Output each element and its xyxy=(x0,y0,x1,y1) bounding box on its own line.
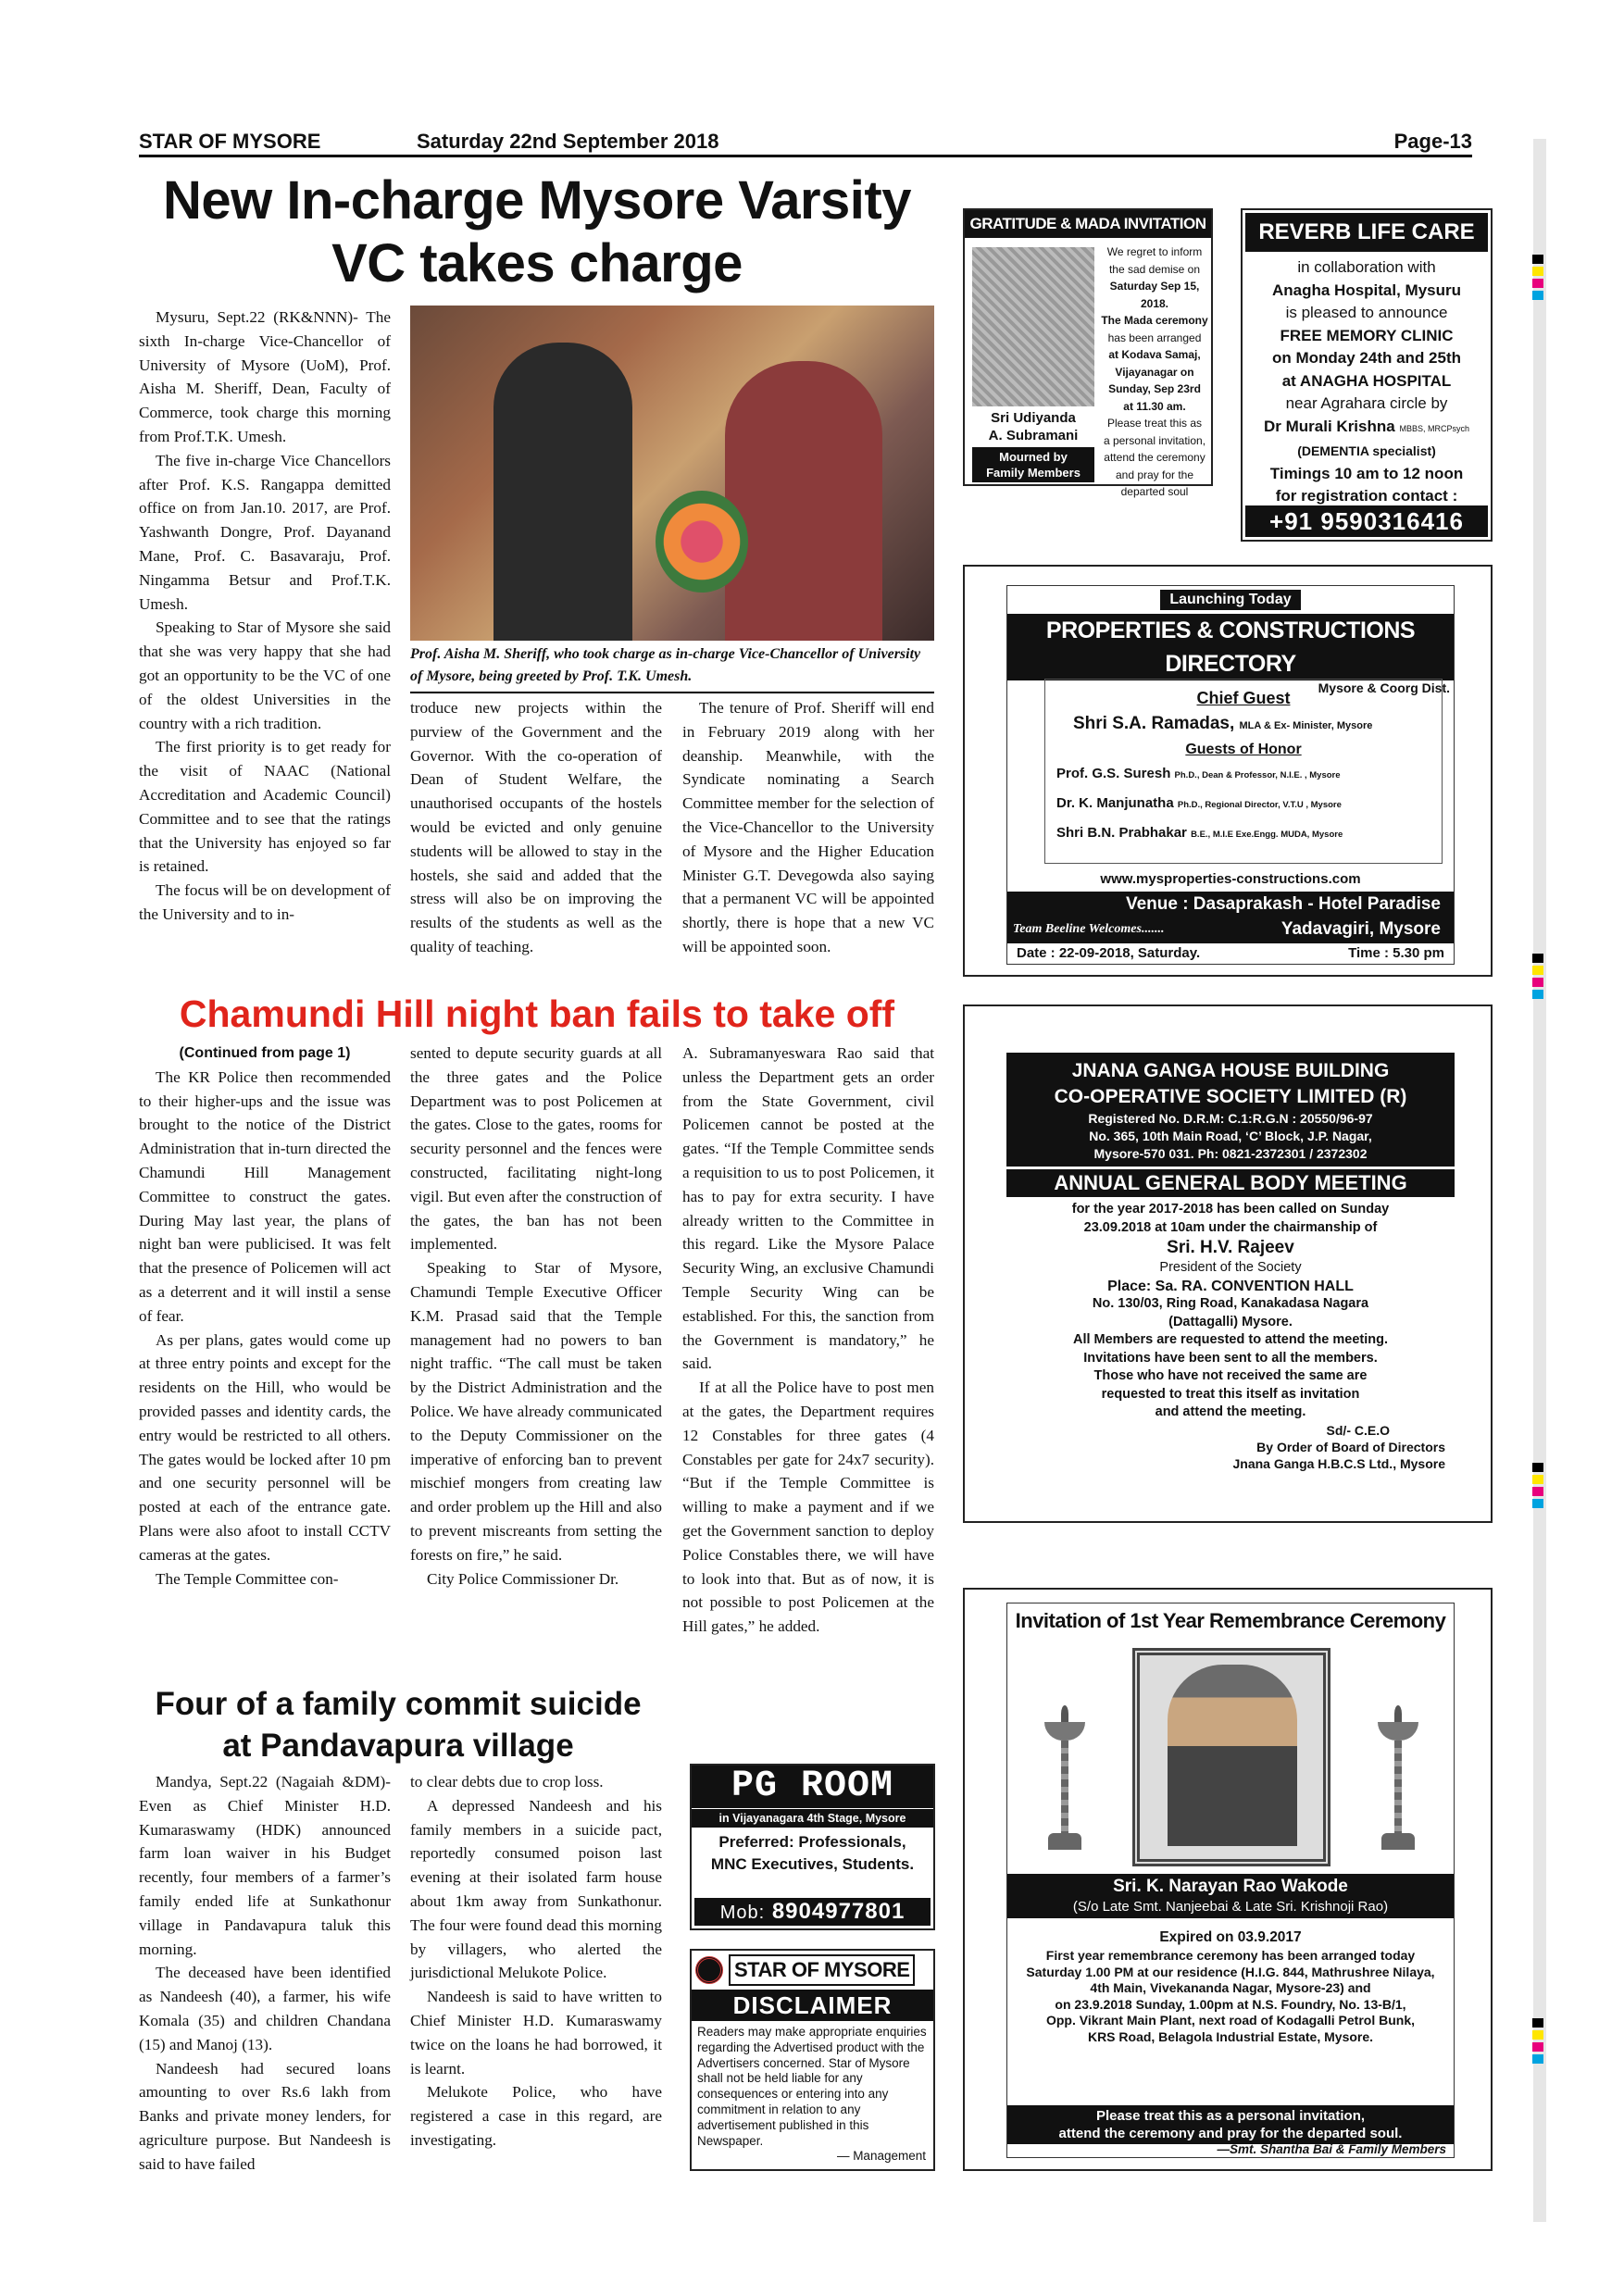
paragraph: Mysuru, Sept.22 (RK&NNN)- The sixth In-charge Vice-Chancellor of University of Mysore (UoM), Prof. Aisha M. Sheriff, Dean, Faculty of Commerce, took charge this morning from Prof.T.K. Umesh. xyxy=(139,308,391,445)
text-line: on 23.9.2018 Sunday, 1.00pm at N.S. Foundry, No. 13-B/1, xyxy=(1055,1996,1406,2012)
mobile-number: 8904977801 xyxy=(771,1899,906,1924)
registration-mark xyxy=(1532,1499,1543,1508)
directory-title: PROPERTIES & CONSTRUCTIONS DIRECTORY xyxy=(1007,614,1454,680)
mourned-by xyxy=(972,447,1094,482)
doctor-line xyxy=(1243,416,1491,441)
bouquet xyxy=(656,491,748,593)
guest-name: Dr. K. Manjunatha xyxy=(1056,795,1174,811)
guest-desc: Ph.D., Dean & Professor, N.I.E. , Mysore xyxy=(1174,770,1341,780)
jnana-inner xyxy=(1006,1053,1455,1472)
doctor-qualification: MBBS, MRCPsych xyxy=(1399,423,1469,433)
paragraph: Nandeesh is said to have written to Chief Minister H.D. Kumaraswamy twice on the loans he had borrowed, it is learnt. xyxy=(410,1988,662,2078)
text-line: Timings 10 am to 12 noon xyxy=(1269,464,1464,482)
date-row xyxy=(1007,945,1454,961)
pg-mobile xyxy=(694,1898,931,1926)
paper-name: STAR OF MYSORE xyxy=(139,130,321,153)
venue: Venue : Dasaprakash - Hotel Paradise xyxy=(1125,894,1441,914)
remembrance-body xyxy=(1007,1928,1454,2045)
story3-headline xyxy=(139,1683,657,1766)
text-line: FREE MEMORY CLINIC xyxy=(1280,326,1454,344)
guest-name: Prof. G.S. Suresh xyxy=(1056,766,1171,781)
story3-headline-line2: at Pandavapura village xyxy=(222,1728,574,1764)
story2-col1 xyxy=(139,1042,391,1591)
text-line: has been arranged xyxy=(1107,331,1202,344)
launch-label: Launching Today xyxy=(1160,590,1300,610)
text-line: (DEMENTIA specialist) xyxy=(1297,443,1436,458)
registration-mark xyxy=(1532,291,1543,300)
text-line: and attend the meeting. xyxy=(1155,1404,1306,1419)
registration-mark xyxy=(1532,279,1543,288)
sign-org: Jnana Ganga H.B.C.S Ltd., Mysore xyxy=(1232,1455,1445,1471)
agm-title: ANNUAL GENERAL BODY MEETING xyxy=(1006,1169,1455,1197)
disclaimer-box xyxy=(690,1949,935,2171)
ad-jnana-ganga xyxy=(963,1004,1493,1523)
pg-title: PG ROOM xyxy=(692,1766,933,1808)
story3-headline-line1: Four of a family commit suicide xyxy=(155,1686,642,1722)
page-header xyxy=(139,130,1472,157)
text-line: Those who have not received the same are xyxy=(1093,1368,1368,1383)
text-line: requested to treat this itself as invitation xyxy=(1101,1386,1360,1402)
registration-mark xyxy=(1532,1463,1543,1472)
registration-mark xyxy=(1532,2042,1543,2052)
guest-list xyxy=(1045,760,1442,849)
text-line: First year remembrance ceremony has been arranged today xyxy=(1045,1948,1416,1963)
sign-ceo: Sd/- C.E.O xyxy=(1326,1422,1390,1438)
paragraph: Melukote Police, who have registered a case in this regard, are investigating. xyxy=(410,2083,662,2149)
story3-col1 xyxy=(139,1770,391,2177)
remembrance-inner xyxy=(1006,1603,1455,2158)
story3-col2 xyxy=(410,1770,662,2152)
paragraph: The KR Police then recommended to their higher-ups and the issue was brought to the notice of the District Administration that in-turn directed the Chamundi Hill Management Committee to construct the gates. During May last year, the plans of night ban were publicised. It was felt that the presence of Policemen will act as a deterrent and it will instil a sense of fear. xyxy=(139,1067,391,1325)
ad-title: REVERB LIFE CARE xyxy=(1245,213,1488,252)
paragraph: sented to depute security guards at all the three gates and the Police Department was to post Policemen at the gates. Close to the gates, rooms for security personnel and the fences were constructed, facilitating night-long vigil. But even after the construction of the gates, the ban has not been implemented. xyxy=(410,1044,662,1254)
story2-col3 xyxy=(682,1042,934,1639)
text-line: Opp. Vikrant Main Plant, next road of Kodagalli Petrol Bunk, xyxy=(1045,2013,1415,2028)
guest-name: Shri B.N. Prabhakar xyxy=(1056,825,1187,841)
region: Mysore & Coorg Dist. xyxy=(1318,680,1450,695)
story1-caption: Prof. Aisha M. Sheriff, who took charge as in-charge Vice-Chancellor of University of Mysore, being greeted by Prof. T.K. Umesh. xyxy=(410,643,934,693)
text-line: No. 130/03, Ring Road, Kanakadasa Nagara xyxy=(1092,1296,1369,1311)
remembrance-title: Invitation of 1st Year Remembrance Ceremony xyxy=(1015,1609,1446,1632)
paragraph: troduce new projects within the purview of the Government and the Governor. With the co-operation of Dean of Student Welfare, the unauthorised occupants of the hostels would be evicted and only genuine students will be allowed to stay in the hostels, she said and added that the stress will also be on improving the results of the students as well as the quality of teaching. xyxy=(410,699,662,955)
text-line: We regret to inform xyxy=(1106,245,1203,258)
text-line: for registration contact : xyxy=(1275,487,1458,505)
title-line: CO-OPERATIVE SOCIETY LIMITED (R) xyxy=(1054,1086,1407,1107)
mourned-line: Mourned by xyxy=(999,450,1068,464)
name-line: A. Subramani xyxy=(988,428,1079,443)
text-line: departed soul xyxy=(1120,485,1189,498)
person-figure xyxy=(725,361,882,641)
event-date: Date : 22-09-2018, Saturday. xyxy=(1017,945,1201,961)
paragraph: The five in-charge Vice Chancellors after Prof. K.S. Rangappa demitted office on from Jan.10. 2017, are Prof. Yashwanth Dongre, Prof. Dayanand Mane, Prof. C. Basavaraju, Prof. Ningamma Betsur and Prof.T.K. Umesh. xyxy=(139,451,391,613)
guest-desc: Ph.D., Regional Director, V.T.U , Mysore xyxy=(1177,800,1342,810)
paragraph: The deceased have been identified as Nandeesh (40), a farmer, his wife Komala (35) and children Chandana (15) and Manoj (13). xyxy=(139,1964,391,2053)
registration-strip xyxy=(1533,139,1546,2222)
paragraph: Speaking to Star of Mysore she said that she was very happy that she had got an opportunity to be the VC of one of the oldest Universities in the country with a rich tradition. xyxy=(139,618,391,732)
ad-gratitude xyxy=(963,208,1213,498)
phone-number: +91 9590316416 xyxy=(1245,505,1488,537)
text-line: and pray for the xyxy=(1115,468,1194,481)
ad-remembrance xyxy=(963,1588,1493,2171)
text-line: KRS Road, Belagola Industrial Estate, Mysore. xyxy=(1087,2028,1374,2044)
deceased-name xyxy=(970,409,1096,444)
paragraph: As per plans, gates would come up at three entry points and except for the residents on the Hill, who would be provided passes and identity cards, the entry would be restricted to all others. The gates would be locked after 10 pm and one security personnel will be posted at each of the entrance gate. Plans were also afoot to install CCTV cameras at the gates. xyxy=(139,1330,391,1564)
registration-mark xyxy=(1532,990,1543,999)
title-line: JNANA GANGA HOUSE BUILDING xyxy=(1071,1060,1390,1081)
invite-line: attend the ceremony and pray for the departed soul. xyxy=(1058,2126,1403,2141)
text-line: near Agrahara circle by xyxy=(1285,394,1448,412)
registration-mark xyxy=(1532,978,1543,987)
paragraph: Nandeesh had secured loans amounting to over Rs.6 lakh from Banks and private money lenders, for agriculture purpose. But Nandeesh is said to have failed xyxy=(139,2059,391,2173)
story1-headline-line2: VC takes charge xyxy=(331,233,743,293)
text-line: in collaboration with xyxy=(1297,258,1436,276)
text-line: for the year 2017-2018 has been called on Sunday xyxy=(1071,1202,1390,1217)
paragraph: Mandya, Sept.22 (Nagaiah &DM)- Even as Chief Minister H.D. Kumaraswamy (HDK) announced farm loan waiver in his Budget recently, four members of a farmer’s family ended life at Sunkathonur village in Pandavapura taluk this morning. xyxy=(139,1773,391,1958)
paragraph: The first priority is to get ready for the visit of NAAC (National Accreditation and Academic Council) Committee and to see that the ratings that the University has enjoyed so far is retained. xyxy=(139,738,391,876)
text-line: attend the ceremony xyxy=(1104,451,1206,464)
chief-guest-name: Shri S.A. Ramadas, xyxy=(1073,714,1235,733)
disclaimer-brand xyxy=(692,1951,933,1990)
issue-date: Saturday 22nd September 2018 xyxy=(417,130,719,153)
portrait-photo xyxy=(972,247,1094,406)
text-line: The Mada ceremony xyxy=(1101,314,1208,327)
chief-guest-label: Chief Guest xyxy=(1196,689,1291,707)
story1-photo xyxy=(410,306,934,641)
portrait-frame xyxy=(1132,1648,1330,1866)
text-line: Sunday, Sep 23rd xyxy=(1108,382,1201,395)
text-line: at 11.30 am. xyxy=(1123,399,1186,413)
guest-row xyxy=(1056,819,1442,849)
portrait-photo xyxy=(1168,1665,1297,1846)
text-line: Invitations have been sent to all the members. xyxy=(1083,1350,1378,1366)
registration-mark xyxy=(1532,255,1543,264)
pref-line: Preferred: Professionals, xyxy=(718,1833,906,1851)
paragraph: If at all the Police have to post men at the gates, the Department requires 12 Constables for three gates (4 Constables per gate for 24x7 security). “But if the Temple Committee is willing to make a payment and if we get the Government sanction to deploy Police Constables there, we will have to look into that. But as of now, it is not possible to post Policemen at the Hill gates,” he added. xyxy=(682,1379,934,1636)
paragraph: The Temple Committee con- xyxy=(156,1569,339,1588)
address-line: No. 365, 10th Main Road, ‘C’ Block, J.P. Nagar, xyxy=(1089,1129,1372,1143)
paragraph: The focus will be on development of the University and to in- xyxy=(139,881,391,923)
text-line: All Members are requested to attend the meeting. xyxy=(1072,1332,1389,1347)
address-line: Mysore-570 031. Ph: 0821-2372301 / 2372302 xyxy=(1093,1146,1368,1161)
story1-col1 xyxy=(139,306,391,927)
story1-headline xyxy=(139,169,935,295)
pg-pref xyxy=(692,1831,933,1876)
deceased-name: Sri. K. Narayan Rao Wakode xyxy=(1113,1877,1348,1896)
guest-row xyxy=(1056,790,1442,819)
registration-mark xyxy=(1532,267,1543,276)
disclaimer-sign: — Management xyxy=(836,2149,926,2164)
gratitude-text xyxy=(1100,243,1209,501)
mobile-label: Mob: xyxy=(719,1903,766,1923)
guest-desc: B.E., M.I.E Exe.Engg. MUDA, Mysore xyxy=(1191,830,1343,840)
venue-row2 xyxy=(1007,917,1454,942)
ad-reverb xyxy=(1241,208,1493,542)
continued-label: (Continued from page 1) xyxy=(179,1045,351,1061)
mourned-line: Family Members xyxy=(986,466,1081,480)
venue-bar xyxy=(1007,892,1454,943)
paragraph: The tenure of Prof. Sheriff will end in February 2019 along with her deanship. Meanwhile, with the Syndicate nominating a Search Committee member for the selection of the Vice-Chancellor to the University of Mysore and the Higher Education Minister G.T. Devegowda also saying that a permanent VC will be appointed shortly, there is hope that a new VC will be appointed soon. xyxy=(682,699,934,955)
jnana-sign xyxy=(1006,1422,1455,1472)
text-line: the sad demise on xyxy=(1108,262,1201,276)
deceased-relation: (S/o Late Smt. Nanjeebai & Late Sri. Krishnoji Rao) xyxy=(1072,1899,1389,1915)
remembrance-sign: —Smt. Shantha Bai & Family Members xyxy=(1217,2142,1446,2156)
story1-col2 xyxy=(410,696,662,959)
paragraph: A. Subramanyeswara Rao said that unless the Department gets an order from the State Government, civil Policemen cannot be posted at the gates. “If the Temple Committee sends a requisition to us to post Policemen, it has to pay for extra security. I have already written to the Committee in this regard. Like the Mysore Palace Security Wing, an exclusive Chamundi Temple Security Wing can be established. For this, the sanction from the Government is mandatory,” he said. xyxy=(682,1044,934,1373)
text-line: Saturday Sep 15, 2018. xyxy=(1109,280,1200,310)
text-line: Saturday 1.00 PM at our residence (H.I.G. 844, Mathrushree Nilaya, xyxy=(1026,1964,1435,1979)
expired-date: Expired on 03.9.2017 xyxy=(1159,1929,1302,1945)
guests-of-honor-label: Guests of Honor xyxy=(1185,742,1302,757)
chief-guest xyxy=(1045,714,1442,734)
story1-col3 xyxy=(682,696,934,959)
launch-wrap xyxy=(1007,590,1454,610)
guest-row xyxy=(1056,760,1442,790)
doctor-name: Dr Murali Krishna xyxy=(1264,417,1395,435)
paragraph: City Police Commissioner Dr. xyxy=(427,1569,619,1588)
text-line: Anagha Hospital, Mysuru xyxy=(1271,281,1462,299)
jnana-body xyxy=(1006,1201,1455,1422)
story2-col2 xyxy=(410,1042,662,1591)
ad-properties xyxy=(963,565,1493,977)
sign-order: By Order of Board of Directors xyxy=(1256,1439,1445,1454)
story2-headline: Chamundi Hill night ban fails to take off xyxy=(179,992,895,1035)
venue-place: Place: Sa. RA. CONVENTION HALL xyxy=(1107,1278,1354,1294)
invite-line: Please treat this as a personal invitation, xyxy=(1095,2108,1366,2124)
story1-headline-line1: New In-charge Mysore Varsity xyxy=(163,170,911,231)
lamp-icon xyxy=(1378,1705,1418,1853)
pref-line: MNC Executives, Students. xyxy=(710,1855,915,1873)
registration-mark xyxy=(1532,2054,1543,2064)
guests-box xyxy=(1044,679,1443,864)
page-number: Page-13 xyxy=(1393,130,1472,153)
president-name: Sri. H.V. Rajeev xyxy=(1167,1238,1294,1257)
pg-location: in Vijayanagara 4th Stage, Mysore xyxy=(692,1808,933,1828)
text-line: a personal invitation, xyxy=(1103,433,1206,447)
disclaimer-title: DISCLAIMER xyxy=(692,1990,933,2021)
paragraph: to clear debts due to crop loss. xyxy=(410,1773,604,1791)
registration-mark xyxy=(1532,2030,1543,2040)
text-line: at ANAGHA HOSPITAL xyxy=(1281,371,1452,390)
registration-mark xyxy=(1532,1475,1543,1484)
ad-pg-room xyxy=(690,1764,935,1930)
text-line: is pleased to announce xyxy=(1285,304,1448,321)
chief-guest-desc: MLA & Ex- Minister, Mysore xyxy=(1239,720,1373,731)
paragraph: A depressed Nandeesh and his family members in a suicide pact, reportedly consumed poison last evening at their isolated farm house about 1km away from Sunkathonur. The four were found dead this morning by villagers, who alerted the jurisdictional Melukote Police. xyxy=(410,1796,662,1982)
name-line: Sri Udiyanda xyxy=(991,410,1076,426)
text-line: Vijayanagar on xyxy=(1115,365,1194,379)
website: www.mysproperties-constructions.com xyxy=(1100,871,1361,887)
registration-mark xyxy=(1532,1487,1543,1496)
properties-inner xyxy=(1006,585,1455,965)
text-line: on Monday 24th and 25th xyxy=(1271,349,1462,367)
team-welcome: Team Beeline Welcomes....... xyxy=(1013,922,1165,936)
jnana-title-block xyxy=(1006,1053,1455,1167)
text-line: Please treat this as xyxy=(1106,417,1203,430)
star-logo-icon xyxy=(695,1956,723,1984)
lamp-icon xyxy=(1044,1705,1085,1853)
registration-mark xyxy=(1532,2018,1543,2028)
text-line: (Dattagalli) Mysore. xyxy=(1168,1314,1293,1329)
reg-number: Registered No. D.R.M: C.1:R.G.N : 20550/96-97 xyxy=(1088,1111,1373,1126)
city: Yadavagiri, Mysore xyxy=(1280,919,1441,939)
person-figure xyxy=(493,343,632,641)
text-line: at Kodava Samaj, xyxy=(1108,348,1201,361)
disclaimer-text: Readers may make appropriate enquiries regarding the Advertised product with the Advertisers concerned. Star of Mysore shall not be held liable for any consequences or entering into any commitment in relation to any advertisement published in this Newspaper. xyxy=(697,2025,927,2148)
president-role: President of the Society xyxy=(1159,1260,1302,1275)
paragraph: Speaking to Star of Mysore, Chamundi Temple Executive Officer K.M. Prasad said that the Temple management had no powers to ban night traffic. “The call must be taken by the District Administration and the Police. We have already communicated to the Deputy Commissioner on the imperative of enforcing ban to prevent mischief mongers from creating law and order problem up the Hill and also to prevent miscreants from setting the forests on fire,” he said. xyxy=(410,1259,662,1564)
invite-banner xyxy=(1007,2105,1454,2144)
event-time: Time : 5.30 pm xyxy=(1348,945,1444,961)
text-line: 4th Main, Vivekananda Nagar, Mysore-23) and xyxy=(1090,1980,1371,1995)
brand-name: STAR OF MYSORE xyxy=(729,1954,915,1986)
text-line: 23.09.2018 at 10am under the chairmanship of xyxy=(1083,1219,1378,1235)
registration-mark xyxy=(1532,954,1543,963)
registration-mark xyxy=(1532,966,1543,975)
ad-title: GRATITUDE & MADA INVITATION xyxy=(965,210,1211,238)
deceased-banner xyxy=(1007,1874,1454,1918)
reverb-text xyxy=(1243,255,1491,508)
